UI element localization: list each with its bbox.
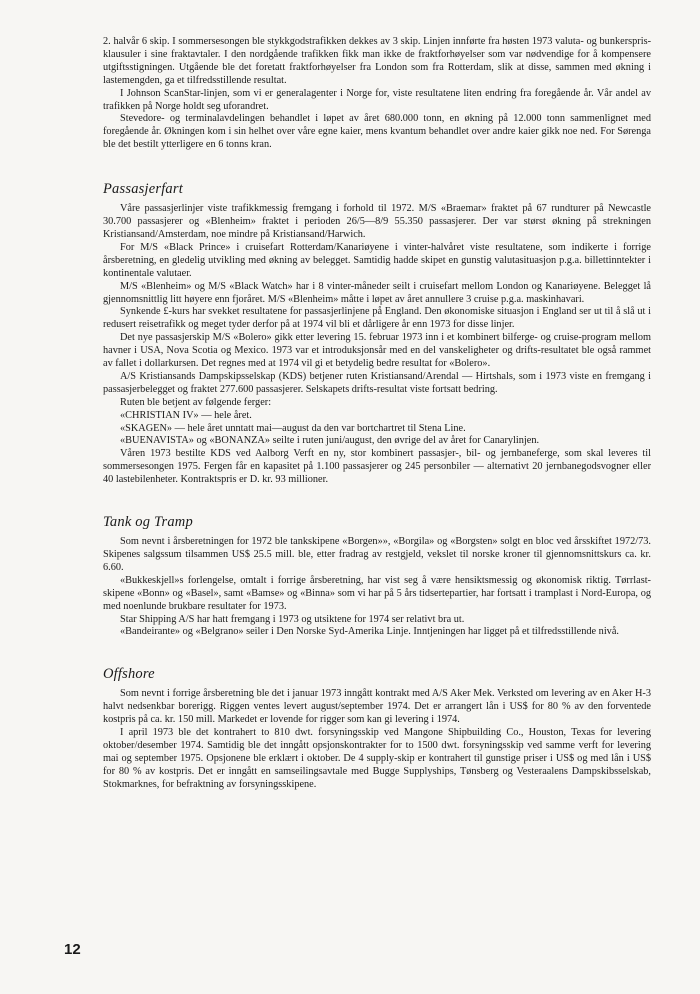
- paragraph: For M/S «Black Prince» i cruisefart Rotterdam/Kanariøyene i vinter-halvåret viste resultatene, som indikerte i forrige årsberetning, en gledelig utvikling med økning av belegget. Samtidig hadde skipet en gunstig valutasituasjon p.g.a. billettinntekter i kontinentale valutaer.: [103, 241, 651, 279]
- paragraph: Som nevnt i forrige årsberetning ble det i januar 1973 inngått kontrakt med A/S Aker Mek. Verksted om levering av en Aker H-3 halvt nedsenkbar borerigg. Riggen ventes levert august/september 1974. Det er arrangert lån i US$ for 80 % av den forventede kostpris på ca. kr. 150 mill. Markedet er lovende for rigger som kan gi levering i 1974.: [103, 688, 651, 726]
- document-page: [103, 36, 651, 792]
- paragraph: Star Shipping A/S har hatt fremgang i 1973 og utsiktene for 1974 ser relativt bra ut.: [120, 613, 465, 625]
- paragraph: A/S Kristiansands Dampskipsselskap (KDS) betjener ruten Kristiansand/Arendal — Hirtshals, som i 1973 viste en fremgang i passasjerbelegget og fraktet 277.600 passasjerer. Selskapets drifts-resultat viste fortsatt bedring.: [103, 370, 651, 395]
- paragraph: Som nevnt i årsberetningen for 1972 ble tankskipene «Borgen»», «Borgila» og «Borgsten» solgt en bloc ved årsskiftet 1972/73. Skipenes salgssum tilsammen US$ 25.5 mill. ble, etter fradrag av restgjeld, vekslet til norske kroner til gjennomsnittskurs ca. kr. 6.60.: [103, 536, 651, 573]
- page-number: 12: [64, 941, 81, 958]
- section-heading-tank-og-tramp: Tank og Tramp: [103, 514, 193, 531]
- paragraph: M/S «Blenheim» og M/S «Black Watch» har i 8 vinter-måneder seilt i cruisefart mellom London og Kanariøyene. Belegget lå gjennomsnittlig litt høyere enn fjoråret. M/S «Blenheim» måtte i løpet av året annullere 3 cruise p.g.a. maskinhavari.: [103, 280, 651, 305]
- paragraph: Våren 1973 bestilte KDS ved Aalborg Verft en ny, stor kombinert passasjer-, bil- og jernbaneferge, som skal leveres til sommersesongen 1975. Fergen får en kapasitet på 1.100 passasjerer og 245 personbiler — alternativt 20 jernbanegodsvogner eller 40 lastebilenheter. Kontraktspris er D. kr. 93 millioner.: [103, 448, 651, 486]
- paragraph: Våre passasjerlinjer viste trafikkmessig fremgang i forhold til 1972. M/S «Braemar» fraktet på 67 rundturer på Newcastle 30.700 passasjerer og «Blenheim» fraktet i perioden 26/5—8/9 55.350 passasjerer. Der var størst økning på strekningen Kristiansand/Amsterdam, noe mindre på Kristiansand/Harwich.: [103, 203, 651, 240]
- paragraph: I Johnson ScanStar-linjen, som vi er generalagenter i Norge for, viste resultatene liten endring fra foregående år. Vår andel av trafikken på Norge holdt seg uforandret.: [103, 87, 651, 112]
- paragraph: Synkende £-kurs har svekket resultatene for passasjerlinjene på England. Den økonomiske situasjon i England ser ut til å slå ut i redusert reisetrafikk og meget tyder derfor på at 1974 vil bli et dårligere år enn 1973 for disse linjer.: [103, 306, 651, 331]
- paragraph: Ruten ble betjent av følgende ferger:: [120, 396, 272, 408]
- ferry-list-item: «BUENAVISTA» og «BONANZA» seilte i ruten juni/august, den øvrige del av året for Canarylinjen.: [120, 435, 540, 447]
- paragraph: «Bukkeskjell»s forlengelse, omtalt i forrige årsberetning, har vist seg å være hensiktsmessig og økonomisk riktig. Tørrlast-skipene «Bonn» og «Basel», samt «Bamse» og «Binna» som vi har på 5 års tidsertepartier, har fortsatt i tramplast i Nord-Europa, og med noenlunde brukbare resultater for 1973.: [103, 574, 651, 612]
- section-heading-passasjerfart: Passasjerfart: [103, 181, 183, 198]
- paragraph: Det nye passasjerskip M/S «Bolero» gikk etter levering 15. februar 1973 inn i et kombinert bilferge- og cruise-program mellom havner i USA, Nova Scotia og Mexico. 1973 var et introduksjonsår med en del vanskeligheter og drifts-resultatet ble også rammet av fallet i dollarkursen. Det regnes med at 1974 vil gi et betydelig bedre resultat for «Bolero».: [103, 332, 651, 370]
- paragraph: I april 1973 ble det kontrahert to 810 dwt. forsyningsskip ved Mangone Shipbuilding Co., Houston, Texas for levering oktober/desember 1974. Samtidig ble det inngått opsjonskontrakter for to 1500 dwt. forsyningsskip ved samme verft for levering mai og september 1975. Opsjonene ble erklært i oktober. De 4 supply-skip er kontrahert til gunstige priser i US$ og med lån i US$ for 80 % av kostpris. Det er inngått en samseilingsavtale med Bugge Supplyships, Tønsberg og Vesteraalens Dampskibsselskab, Stokmarknes, for befraktning av forsyningsskipene.: [103, 727, 651, 790]
- ferry-list-item: «SKAGEN» — hele året unntatt mai—august da den var bortchartret til Stena Line.: [120, 422, 466, 434]
- ferry-list-item: «CHRISTIAN IV» — hele året.: [120, 409, 252, 421]
- paragraph: Stevedore- og terminalavdelingen behandlet i løpet av året 680.000 tonn, en økning på 12.000 tonn sammenlignet med foregående år. Økningen kom i sin helhet over våre egne kaier, mens kvantum behandlet over andre kaier gikk noe ned. For Sørenga ble det bestilt ytterligere en 6 tonns kran.: [103, 113, 651, 151]
- paragraph: «Bandeirante» og «Belgrano» seiler i Den Norske Syd-Amerika Linje. Inntjeningen har ligget på et tilfredsstillende nivå.: [120, 626, 619, 638]
- paragraph: 2. halvår 6 skip. I sommersesongen ble stykkgodstrafikken dekkes av 3 skip. Linjen innførte fra høsten 1973 valuta- og bunkerspris-klausuler i sine fraktavtaler. I den nordgående trafikken fikk man ikke de fraktforhøyelser som var nødvendige for å kompensere utgiftsstigningen. Utgående ble det foretatt fraktforhøyelser fra London som fra Rotterdam, slik at disse, sammen med økning i lastemengden, ga et tilfredsstillende resultat.: [103, 36, 651, 86]
- section-heading-offshore: Offshore: [103, 666, 155, 683]
